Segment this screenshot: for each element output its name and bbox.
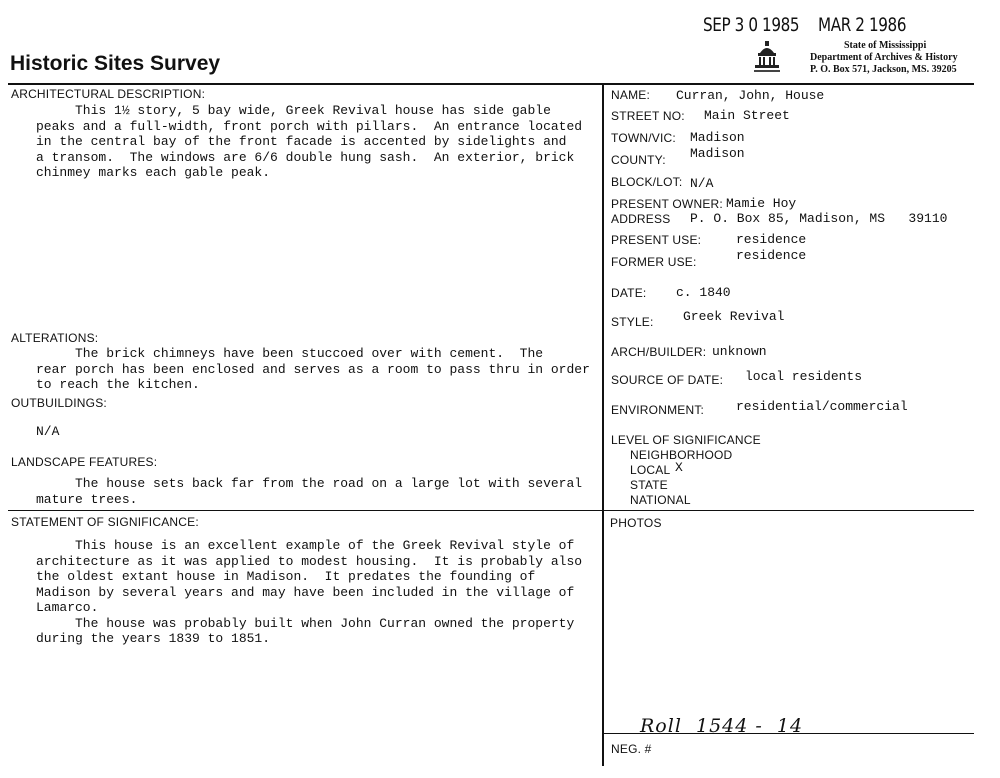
agency-line-3: P. O. Box 571, Jackson, MS. 39205 (810, 64, 957, 75)
landscape-text: The house sets back far from the road on a large lot with several mature trees. (36, 476, 583, 507)
outbuildings-text: N/A (36, 424, 60, 439)
style-label: STYLE: (611, 315, 654, 329)
photos-label: PHOTOS (610, 516, 662, 530)
style-value: Greek Revival (683, 309, 785, 324)
environment-label: ENVIRONMENT: (611, 403, 705, 417)
builder-value: unknown (712, 344, 767, 359)
source-of-date-label: SOURCE OF DATE: (611, 373, 724, 387)
received-stamp-date-2: MAR 2 1986 (818, 14, 907, 36)
level-neighborhood: NEIGHBORHOOD (630, 448, 733, 462)
neg-number-label: NEG. # (611, 742, 652, 756)
significance-label: STATEMENT OF SIGNIFICANCE: (11, 515, 199, 529)
alterations-text: The brick chimneys have been stuccoed over with cement. The rear porch has been enclosed and serves as a room to pass thru in order to reach the kitchen. (36, 346, 590, 392)
alterations-label: ALTERATIONS: (11, 331, 99, 345)
town-value: Madison (690, 130, 745, 145)
present-use-label: PRESENT USE: (611, 233, 702, 247)
present-use-value: residence (736, 232, 807, 247)
arch-description-text: This 1½ story, 5 bay wide, Greek Revival house has side gable peaks and a full-width, front porch with pillars. An entrance located in the central bay of the front facade is accented by sidelights and a transom. The windows are 6/6 double hung sash. An exterior, brick chinmey marks each gable peak. (36, 103, 583, 180)
significance-text: This house is an excellent example of the Greek Revival style of architecture as it was applied to modest housing. It is probably also the oldest extant house in Madison. It predates the founding of Madison by several years and may have been included in the village of Lamarco. The house was probably built when John Curran owned the property during the years 1839 to 1851. (36, 538, 583, 646)
column-divider (602, 84, 604, 766)
town-label: TOWN/VIC: (611, 131, 676, 145)
page-title: Historic Sites Survey (10, 52, 221, 75)
former-use-label: FORMER USE: (611, 255, 697, 269)
date-value: c. 1840 (676, 285, 731, 300)
block-label: BLOCK/LOT: (611, 175, 683, 189)
address-label: ADDRESS (611, 212, 671, 226)
agency-line-1: State of Mississippi (844, 40, 927, 51)
name-label: NAME: (611, 88, 651, 102)
level-state: STATE (630, 478, 668, 492)
outbuildings-label: OUTBUILDINGS: (11, 396, 107, 410)
capitol-building-icon (752, 40, 782, 74)
owner-value: Mamie Hoy (726, 196, 797, 211)
source-of-date-value: local residents (745, 369, 863, 384)
name-value: Curran, John, House (676, 88, 825, 103)
former-use-value: residence (736, 248, 807, 263)
county-label: COUNTY: (611, 153, 666, 167)
county-value: Madison (690, 146, 745, 161)
header-rule (8, 83, 974, 85)
address-value: P. O. Box 85, Madison, MS 39110 (690, 211, 948, 226)
received-stamp-date-1: SEP 3 0 1985 (703, 14, 800, 36)
level-local: LOCAL (630, 463, 671, 477)
level-local-mark: X (675, 460, 683, 475)
date-label: DATE: (611, 286, 647, 300)
agency-line-2: Department of Archives & History (810, 52, 958, 63)
landscape-label: LANDSCAPE FEATURES: (11, 455, 158, 469)
street-label: STREET NO: (611, 109, 685, 123)
level-of-significance-label: LEVEL OF SIGNIFICANCE (611, 433, 761, 447)
arch-description-label: ARCHITECTURAL DESCRIPTION: (11, 87, 206, 101)
significance-rule (8, 510, 974, 511)
owner-label: PRESENT OWNER: (611, 197, 723, 211)
roll-number-handwritten: Roll 1544 - 14 (640, 715, 804, 737)
environment-value: residential/commercial (736, 399, 908, 414)
level-national: NATIONAL (630, 493, 691, 507)
block-value: N/A (690, 176, 714, 191)
builder-label: ARCH/BUILDER: (611, 345, 707, 359)
street-value: Main Street (704, 108, 790, 123)
